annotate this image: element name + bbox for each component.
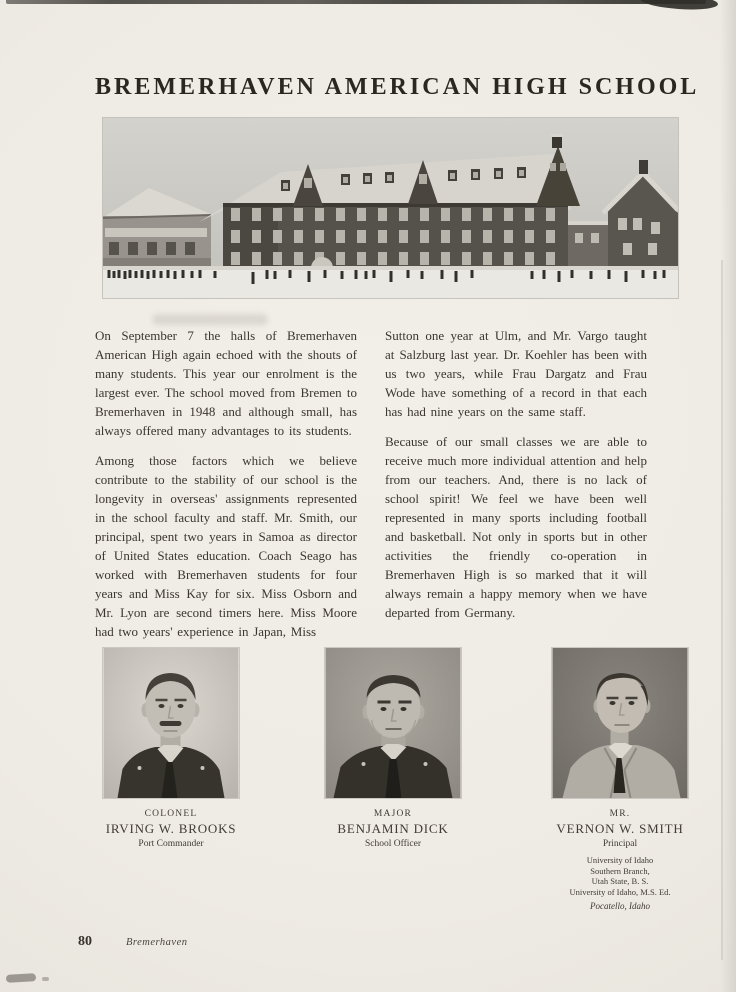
portrait-brooks-caption [66, 808, 276, 851]
paragraph: On September 7 the halls of Bremerhaven American High again echoed with the shouts of many students. This year our enrolment is the largest ever. The school moved from Bremen to Bremerhaven in 1948 and although small, has always offered many advantages to its students. [95, 328, 357, 438]
scan-dot-bottom-left [42, 977, 49, 981]
paragraph: Sutton one year at Ulm, and Mr. Vargo taught at Salzburg last year. Dr. Koehler has been with us two years, while Frau Dargatz and Frau Wode have something of a record in that each has had nine years on the same staff. [385, 328, 647, 419]
page-number: 80 [78, 934, 92, 949]
portrait-name: VERNON W. SMITH [556, 821, 684, 836]
portrait-smith-photo [552, 648, 688, 798]
portrait-role: School Officer [364, 839, 422, 849]
portrait-education-line: University of Idaho [586, 855, 654, 865]
portrait-rank: MAJOR [373, 809, 413, 819]
footer-book-title: Bremerhaven [126, 937, 188, 948]
portrait-role: Principal [602, 839, 638, 849]
page-title: BREMERHAVEN AMERICAN HIGH SCHOOL [95, 74, 700, 101]
portrait-role: Port Commander [138, 839, 204, 849]
portrait-rank: MR. [609, 809, 631, 819]
paragraph: Among those factors which we believe contribute to the stability of our school is the longevity in overseas' assignments represented in the school faculty and staff. Mr. Smith, our principal, spent two years in Samoa as director of United States education. Coach Seago has worked with Bremerhaven students for four years and Miss Kay for six. Miss Osborn and Mr. Lyon are second timers here. Miss Moore had two years' experience in Japan, Miss [95, 453, 357, 639]
portrait-education-line: University of Idaho, M.S. Ed. [569, 886, 671, 897]
portrait-dick [325, 648, 461, 851]
scan-edge-corner [640, 0, 719, 12]
portrait-brooks [103, 648, 239, 851]
portrait-dick-photo [325, 648, 461, 798]
paragraph: Because of our small classes we are able to receive much more individual attention and help from our teachers. And, there is no lack of school spirit! We feel we have been well represented in many sports including football and basketball. Not only in sports but in other activities the friendly co-operation in Bremerhaven High is so marked that it will always remain a happy memory when we have departed from Germany. [385, 434, 647, 620]
portrait-hometown: Pocatello, Idaho [590, 901, 650, 911]
article-body [95, 326, 648, 652]
portrait-education-line: Utah State, B. S. [591, 876, 649, 886]
scan-edge-top [6, 0, 706, 4]
school-building-photo [103, 118, 678, 298]
portrait-name: BENJAMIN DICK [337, 821, 449, 836]
scan-mark-bottom-left [6, 973, 36, 983]
portrait-education-line: Southern Branch, [590, 865, 650, 876]
portrait-smith-caption [515, 808, 725, 912]
article-left-column [95, 326, 357, 652]
article-right-column [385, 326, 647, 652]
portrait-dick-caption [288, 808, 498, 851]
school-building-photo-art [103, 118, 678, 298]
portrait-rank: COLONEL [144, 809, 198, 819]
portrait-brooks-photo [103, 648, 239, 798]
page-footer [78, 934, 187, 950]
ink-bleed-smudge [152, 314, 268, 325]
portrait-smith [552, 648, 688, 912]
portrait-name: IRVING W. BROOKS [105, 821, 237, 836]
